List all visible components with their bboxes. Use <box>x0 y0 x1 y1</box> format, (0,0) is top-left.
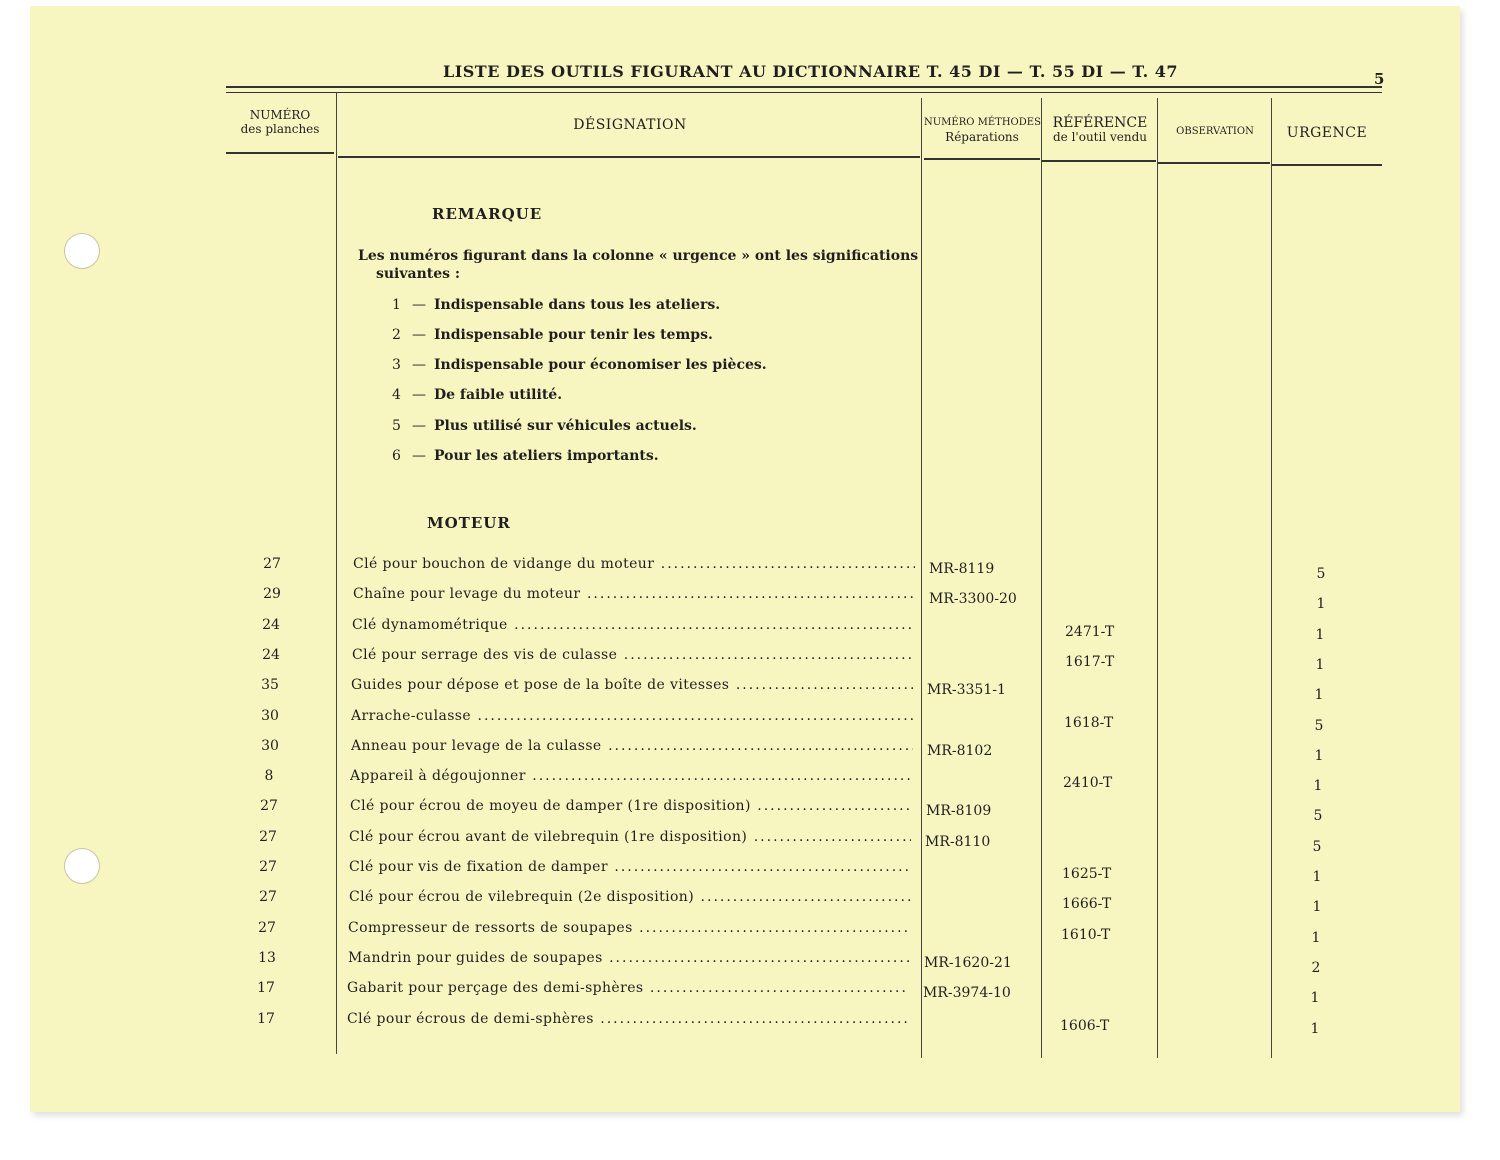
page-title: LISTE DES OUTILS FIGURANT AU DICTIONNAIRE T. 45 DI — T. 55 DI — T. 47 <box>443 62 1179 81</box>
tool-designation: Anneau pour levage de la culasse ..... <box>351 738 913 754</box>
urgence-value: 5 <box>1313 808 1323 825</box>
urgence-value: 5 <box>1314 717 1324 734</box>
remarque-intro: Les numéros figurant dans la colonne « urgence » ont les significations <box>358 248 919 264</box>
remarque-intro-cont: suivantes : <box>376 266 461 282</box>
urgence-value: 2 <box>1311 959 1321 976</box>
planche-number: 17 <box>257 1010 275 1027</box>
table-row <box>0 980 1500 1010</box>
tool-designation: Appareil à dégoujonner ..... <box>350 768 912 784</box>
methode-number: MR-3300-20 <box>929 591 1017 608</box>
remarque-item: 4 — De faible utilité. <box>392 387 563 403</box>
methode-number: MR-8119 <box>929 561 995 577</box>
tool-reference: 1617-T <box>1065 653 1115 670</box>
methode-number: MR-8102 <box>927 742 993 759</box>
header-rule-4 <box>1042 160 1156 162</box>
planche-number: 27 <box>259 889 277 906</box>
remarque-item: 3 — Indispensable pour économiser les pièces. <box>392 357 767 373</box>
tool-designation: Clé pour écrou avant de vilebrequin (1re disposition) ..... <box>349 829 911 845</box>
top-rule-thin <box>226 92 1382 93</box>
methode-number: MR-1620-21 <box>924 954 1012 971</box>
table-row <box>0 708 1500 738</box>
planche-number: 27 <box>260 798 278 815</box>
tool-reference: 2410-T <box>1063 775 1113 792</box>
section-title-moteur: MOTEUR <box>427 514 511 532</box>
header-rule-6 <box>1272 164 1382 166</box>
planche-number: 27 <box>258 919 276 936</box>
methode-number: MR-3974-10 <box>923 985 1011 1002</box>
tool-designation: Clé dynamométrique ..... <box>352 617 914 633</box>
tool-designation: Clé pour bouchon de vidange du moteur ..... <box>353 556 915 572</box>
planche-number: 27 <box>259 828 277 845</box>
top-rule <box>226 86 1382 88</box>
table-row <box>0 677 1500 707</box>
table-row <box>0 859 1500 889</box>
table-row <box>0 1011 1500 1041</box>
planche-number: 30 <box>261 707 279 724</box>
urgence-value: 1 <box>1310 1020 1320 1037</box>
urgence-value: 1 <box>1315 656 1325 673</box>
table-row <box>0 617 1500 647</box>
table-row <box>0 768 1500 798</box>
header-rule-5 <box>1158 162 1270 164</box>
col-header-reference: RÉFÉRENCE de l'outil vendu <box>1052 115 1148 144</box>
punch-hole-top <box>64 233 100 269</box>
urgence-value: 1 <box>1316 596 1326 613</box>
tool-designation: Clé pour écrous de demi-sphères ..... <box>347 1011 909 1027</box>
remarque-item: 6 — Pour les ateliers importants. <box>392 448 659 464</box>
header-rule-3 <box>924 158 1040 160</box>
tool-designation: Gabarit pour perçage des demi-sphères ..... <box>347 980 909 996</box>
table-row <box>0 556 1500 586</box>
planche-number: 24 <box>262 616 280 633</box>
col-header-planches: NUMÉRO des planches <box>240 108 320 136</box>
remarque-title: REMARQUE <box>432 205 543 223</box>
tool-designation: Mandrin pour guides de soupapes ..... <box>348 950 910 966</box>
urgence-value: 1 <box>1312 869 1322 885</box>
planche-number: 30 <box>261 737 279 754</box>
tool-designation: Compresseur de ressorts de soupapes ..... <box>348 920 910 936</box>
remarque-item: 1 — Indispensable dans tous les ateliers. <box>392 297 721 313</box>
planche-number: 35 <box>261 677 279 694</box>
urgence-value: 5 <box>1316 566 1326 582</box>
table-row <box>0 586 1500 616</box>
urgence-value: 1 <box>1311 929 1321 946</box>
remarque-item: 2 — Indispensable pour tenir les temps. <box>392 327 713 343</box>
urgence-value: 1 <box>1310 990 1320 1007</box>
urgence-value: 1 <box>1315 626 1325 643</box>
tool-designation: Clé pour écrou de vilebrequin (2e disposition) ..... <box>349 889 911 905</box>
tool-designation: Guides pour dépose et pose de la boîte de vitesses ..... <box>351 677 913 693</box>
col-header-designation: DÉSIGNATION <box>573 117 687 133</box>
planche-number: 27 <box>259 859 277 875</box>
tool-designation: Clé pour vis de fixation de damper ..... <box>349 859 911 875</box>
planche-number: 27 <box>263 556 281 572</box>
methode-number: MR-3351-1 <box>927 682 1006 699</box>
tool-reference: 1606-T <box>1060 1017 1110 1034</box>
table-row <box>0 798 1500 828</box>
planche-number: 24 <box>262 646 280 663</box>
urgence-value: 1 <box>1314 747 1324 764</box>
planche-number: 17 <box>257 980 275 997</box>
planche-number: 8 <box>264 768 274 785</box>
col-header-methodes: NUMÉRO MÉTHODES Réparations <box>924 117 1041 144</box>
urgence-value: 1 <box>1312 899 1322 916</box>
table-row <box>0 920 1500 950</box>
tool-reference: 1610-T <box>1061 926 1111 943</box>
header-rule-1 <box>226 152 334 154</box>
table-row <box>0 647 1500 677</box>
table-row <box>0 950 1500 980</box>
tool-designation: Arrache-culasse ..... <box>351 708 913 724</box>
tool-reference: 2471-T <box>1065 623 1115 640</box>
tool-reference: 1625-T <box>1062 866 1112 882</box>
table-row <box>0 889 1500 919</box>
table-row <box>0 738 1500 768</box>
urgence-value: 1 <box>1314 687 1324 704</box>
planche-number: 29 <box>263 586 281 603</box>
col-header-urgence: URGENCE <box>1286 125 1368 141</box>
table-row <box>0 829 1500 859</box>
methode-number: MR-8109 <box>926 803 992 820</box>
header-rule-2 <box>338 156 920 158</box>
planche-number: 13 <box>258 949 276 966</box>
page-number: 5 <box>1374 70 1385 88</box>
tool-designation: Clé pour serrage des vis de culasse ..... <box>352 647 914 663</box>
remarque-item: 5 — Plus utilisé sur véhicules actuels. <box>392 418 697 434</box>
tool-reference: 1666-T <box>1062 896 1112 913</box>
urgence-value: 1 <box>1313 778 1323 795</box>
tool-designation: Clé pour écrou de moyeu de damper (1re disposition) ..... <box>350 798 912 814</box>
tool-reference: 1618-T <box>1064 714 1114 731</box>
tool-designation: Chaîne pour levage du moteur ..... <box>353 586 915 602</box>
methode-number: MR-8110 <box>925 833 991 850</box>
col-header-observation: OBSERVATION <box>1176 126 1254 137</box>
urgence-value: 5 <box>1312 838 1322 855</box>
